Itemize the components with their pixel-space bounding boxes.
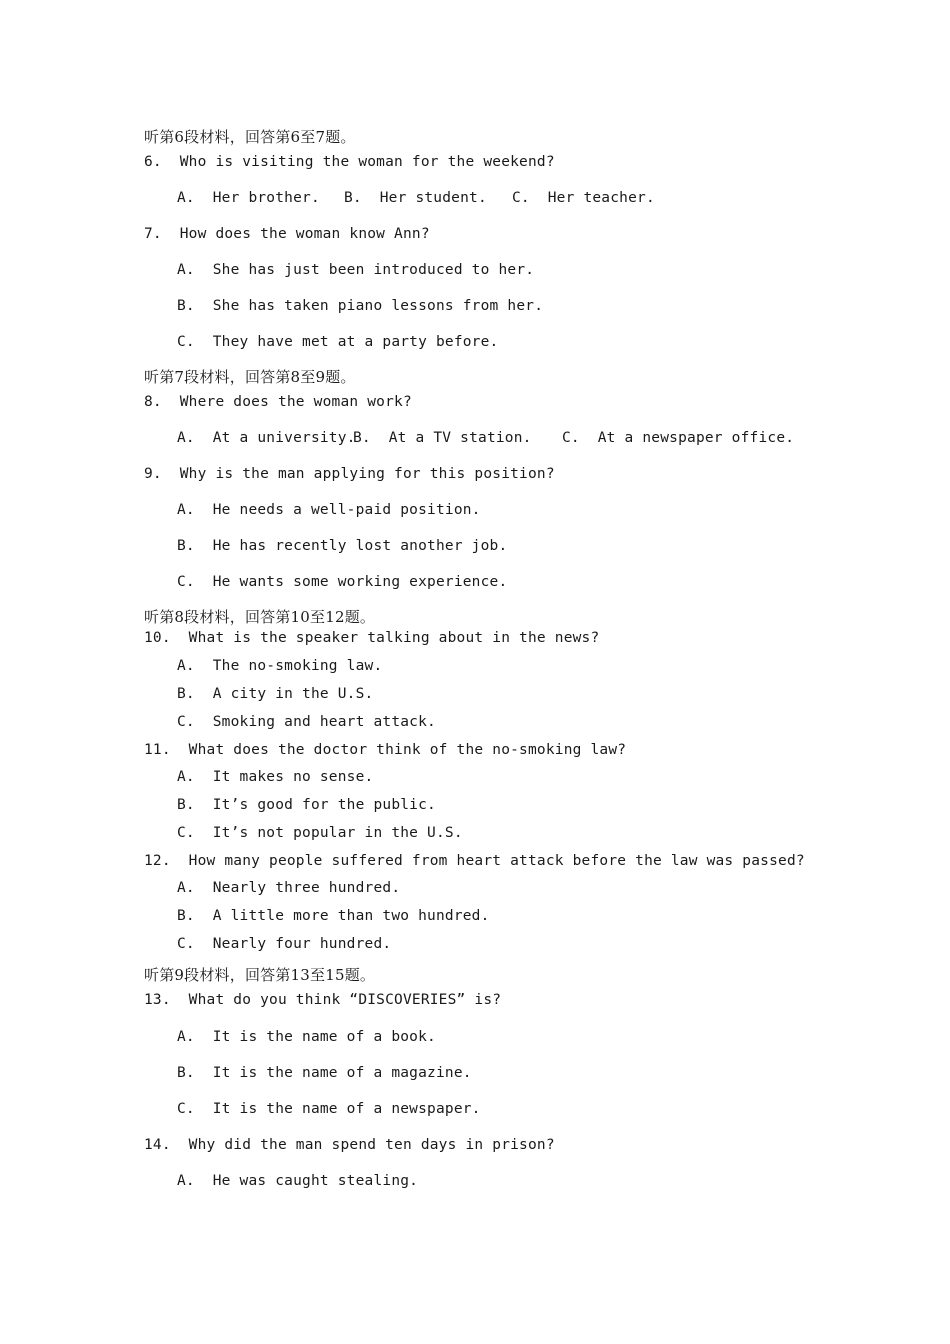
question-13-option-b: B. It is the name of a magazine. (177, 1065, 472, 1081)
question-13-stem: 13. What do you think “DISCOVERIES” is? (144, 992, 502, 1008)
question-7-stem: 7. How does the woman know Ann? (144, 226, 430, 242)
question-11-option-a: A. It makes no sense. (177, 769, 374, 785)
question-9-option-a: A. He needs a well-paid position. (177, 502, 481, 518)
question-10-option-c: C. Smoking and heart attack. (177, 714, 436, 730)
question-6-stem: 6. Who is visiting the woman for the weekend? (144, 154, 555, 170)
question-8-stem: 8. Where does the woman work? (144, 394, 412, 410)
question-11-stem: 11. What does the doctor think of the no-smoking law? (144, 742, 627, 758)
question-10-stem: 10. What is the speaker talking about in the news? (144, 630, 600, 646)
question-6-option-a: A. Her brother. (177, 190, 320, 206)
question-12-option-a: A. Nearly three hundred. (177, 880, 401, 896)
question-11-option-b: B. It’s good for the public. (177, 797, 436, 813)
question-7-option-a: A. She has just been introduced to her. (177, 262, 535, 278)
section-heading-8: 听第8段材料，回答第10至12题。 (144, 608, 376, 626)
question-12-option-c: C. Nearly four hundred. (177, 936, 392, 952)
question-12-stem: 12. How many people suffered from heart attack before the law was passed? (144, 853, 805, 869)
question-13-option-a: A. It is the name of a book. (177, 1029, 436, 1045)
question-7-option-c: C. They have met at a party before. (177, 334, 499, 350)
question-6-option-c: C. Her teacher. (512, 190, 655, 206)
question-11-option-c: C. It’s not popular in the U.S. (177, 825, 463, 841)
question-9-option-c: C. He wants some working experience. (177, 574, 508, 590)
question-12-option-b: B. A little more than two hundred. (177, 908, 490, 924)
question-8-option-a: A. At a university. (177, 430, 356, 446)
question-10-option-b: B. A city in the U.S. (177, 686, 374, 702)
question-10-option-a: A. The no-smoking law. (177, 658, 383, 674)
question-8-option-c: C. At a newspaper office. (562, 430, 795, 446)
question-9-option-b: B. He has recently lost another job. (177, 538, 508, 554)
section-heading-7: 听第7段材料，回答第8至9题。 (144, 368, 356, 386)
section-heading-9: 听第9段材料，回答第13至15题。 (144, 966, 376, 984)
question-14-stem: 14. Why did the man spend ten days in prison? (144, 1137, 555, 1153)
question-6-option-b: B. Her student. (344, 190, 487, 206)
question-8-option-b: B. At a TV station. (353, 430, 532, 446)
section-heading-6: 听第6段材料，回答第6至7题。 (144, 128, 356, 146)
question-13-option-c: C. It is the name of a newspaper. (177, 1101, 481, 1117)
question-9-stem: 9. Why is the man applying for this position? (144, 466, 555, 482)
question-7-option-b: B. She has taken piano lessons from her. (177, 298, 544, 314)
question-14-option-a: A. He was caught stealing. (177, 1173, 419, 1189)
